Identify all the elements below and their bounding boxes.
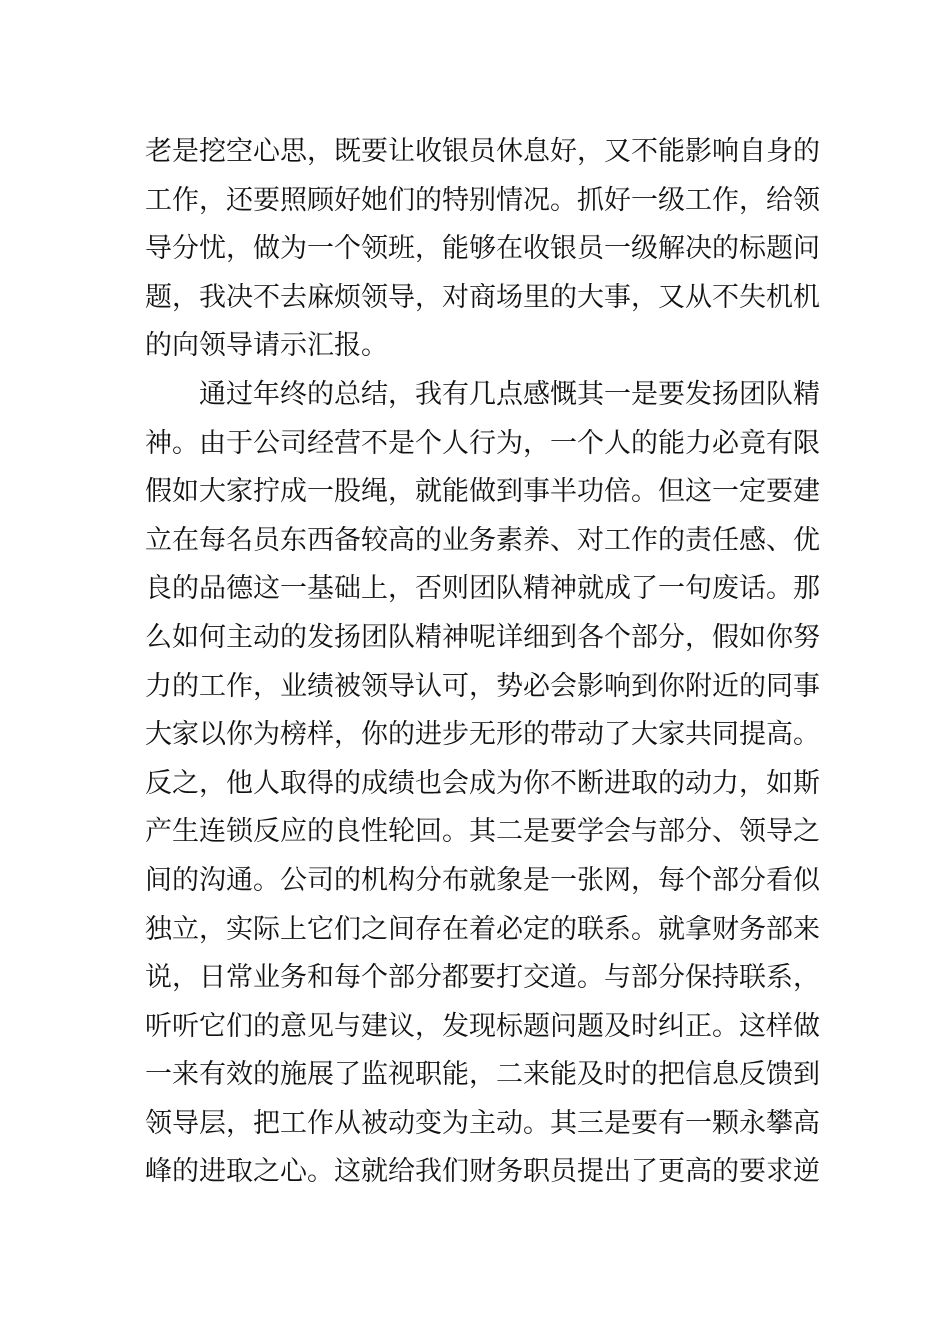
text-line: 产生连锁反应的良性轮回。其二是要学会与部分、领导之 (145, 816, 820, 848)
text-line: 大家以你为榜样，你的进步无形的带动了大家共同提高。 (145, 719, 820, 751)
text-line: 工作，还要照顾好她们的特别情况。抓好一级工作，给领 (145, 184, 820, 216)
paragraph (145, 371, 820, 1197)
text-line: 题，我决不去麻烦领导，对商场里的大事，又从不失机机 (145, 281, 820, 313)
text-line: 老是挖空心思，既要让收银员休息好，又不能影响自身的 (145, 136, 820, 167)
text-line: 导分忧，做为一个领班，能够在收银员一级解决的标题问 (145, 233, 820, 265)
text-line: 说，日常业务和每个部分都要打交道。与部分保持联系， (145, 962, 820, 994)
text-line: 一来有效的施展了监视职能，二来能及时的把信息反馈到 (145, 1059, 820, 1091)
text-line: 通过年终的总结，我有几点感慨其一是要发扬团队精 (199, 378, 820, 410)
text-line: 的向领导请示汇报。 (145, 330, 388, 362)
text-line: 反之，他人取得的成绩也会成为你不断进取的动力，如斯 (145, 767, 820, 799)
text-line: 间的沟通。公司的机构分布就象是一张网，每个部分看似 (145, 864, 820, 896)
paragraph (145, 128, 820, 371)
text-line: 立在每名员东西备较高的业务素养、对工作的责任感、优 (145, 524, 820, 556)
text-line: 力的工作，业绩被领导认可，势必会影响到你附近的同事 (145, 670, 820, 702)
document-body (145, 128, 820, 1197)
text-line: 峰的进取之心。这就给我们财务职员提出了更高的要求逆 (145, 1156, 820, 1188)
text-line: 领导层，把工作从被动变为主动。其三是要有一颗永攀高 (145, 1107, 820, 1139)
text-line: 独立，实际上它们之间存在着必定的联系。就拿财务部来 (145, 913, 820, 945)
text-line: 听听它们的意见与建议，发现标题问题及时纠正。这样做 (145, 1010, 820, 1042)
text-line: 良的品德这一基础上，否则团队精神就成了一句废话。那 (145, 573, 820, 605)
text-line: 么如何主动的发扬团队精神呢详细到各个部分，假如你努 (145, 621, 820, 653)
text-line: 神。由于公司经营不是个人行为，一个人的能力必竟有限 (145, 427, 820, 459)
text-line: 假如大家拧成一股绳，就能做到事半功倍。但这一定要建 (145, 476, 820, 508)
